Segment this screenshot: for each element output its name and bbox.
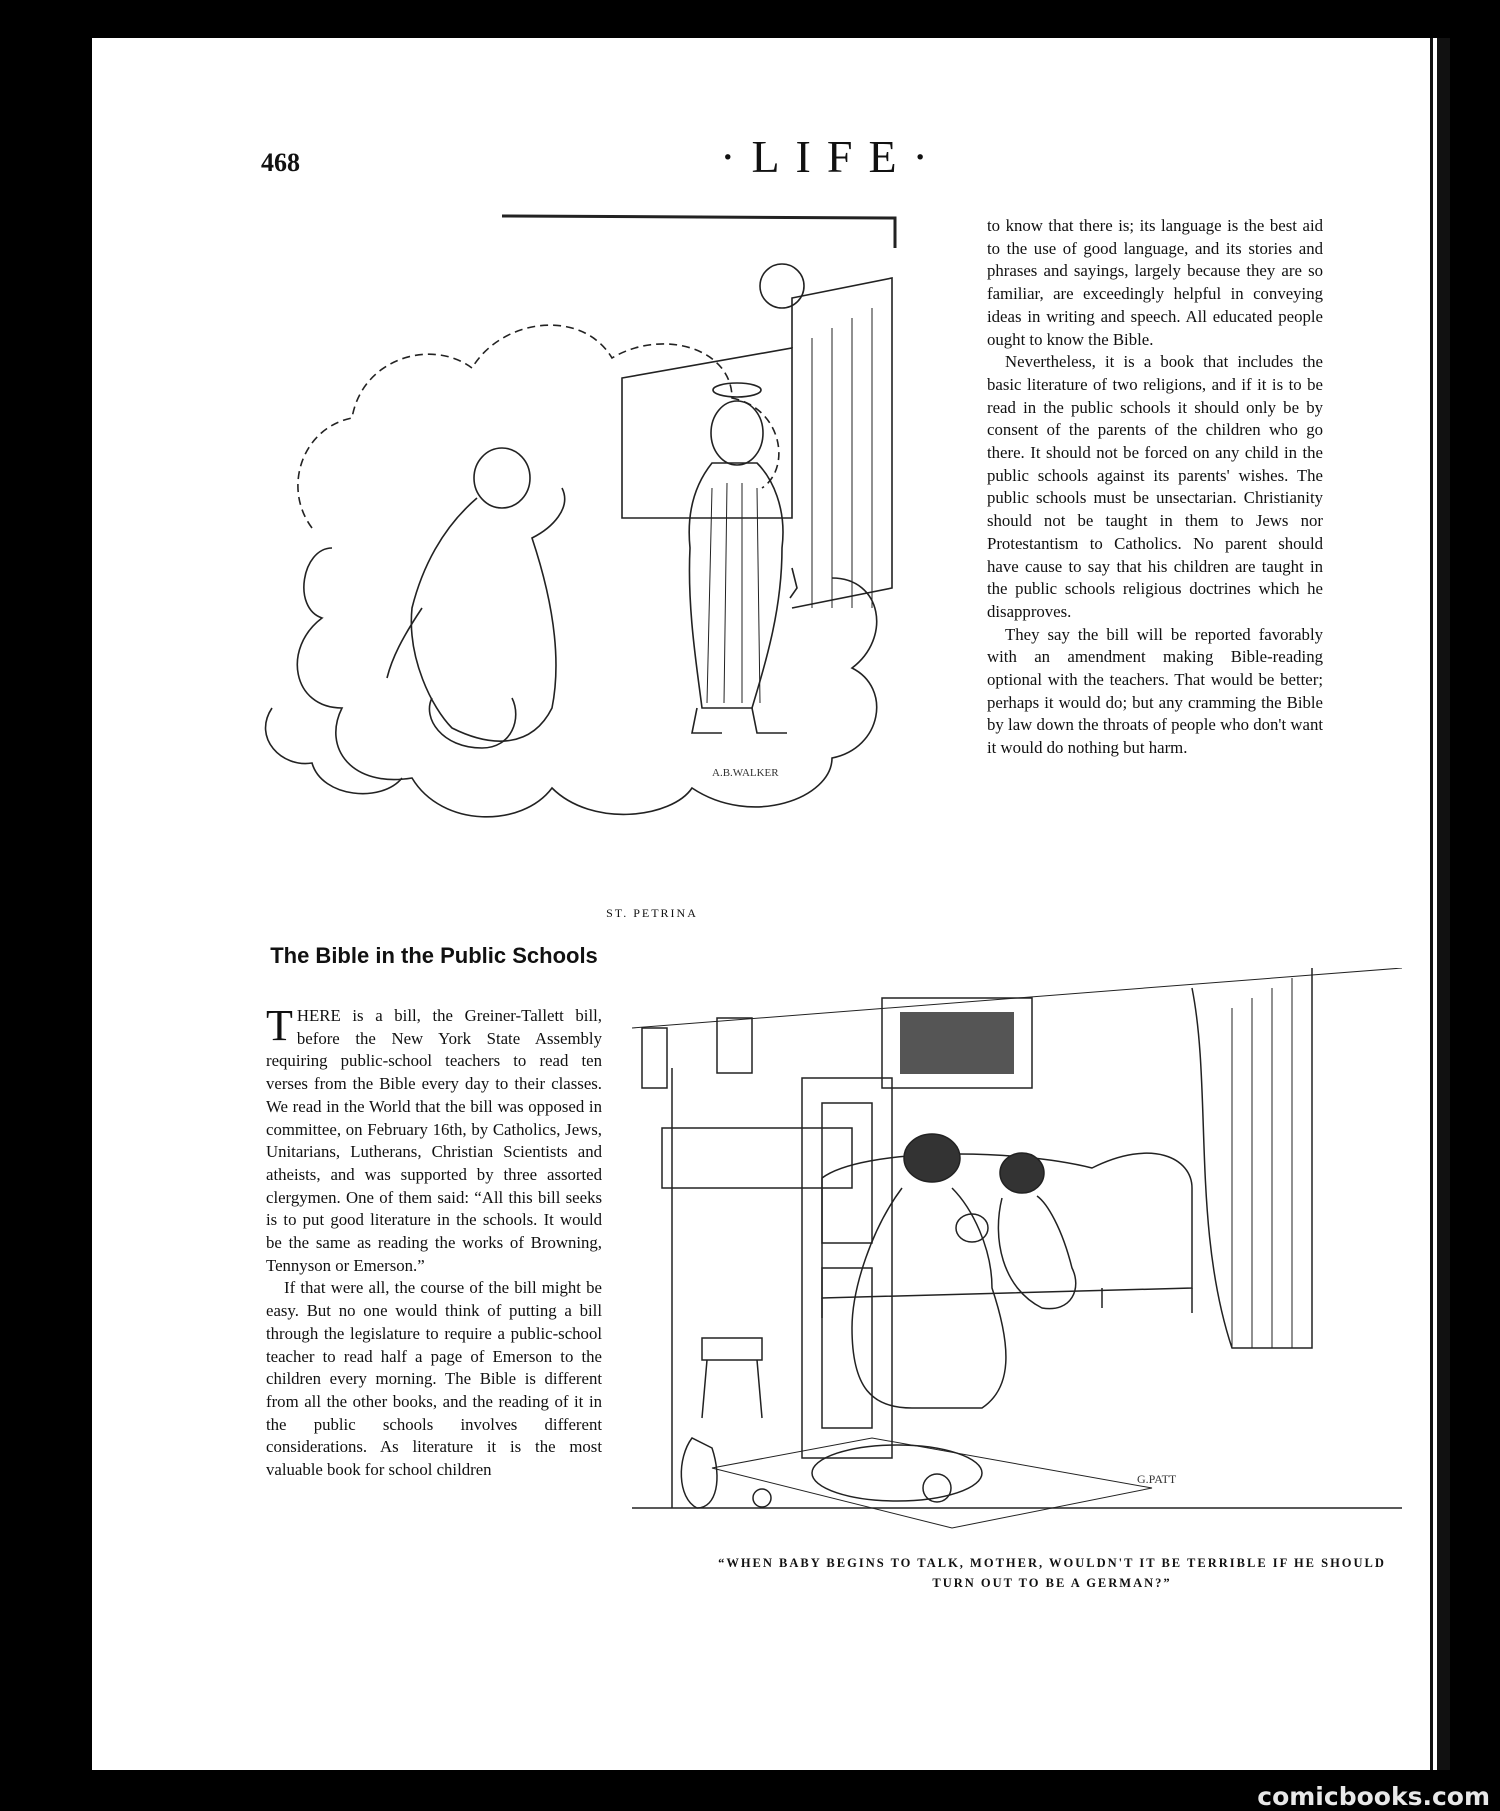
dropcap: T bbox=[266, 1001, 293, 1050]
magazine-page bbox=[92, 38, 1430, 1770]
illustration-1-caption: ST. PETRINA bbox=[606, 906, 698, 920]
article-title: The Bible in the Public Schools bbox=[270, 943, 598, 968]
illustration-2-signature: G.PATT bbox=[1137, 1472, 1177, 1486]
watermark: comicbooks.com bbox=[1257, 1782, 1490, 1811]
article-paragraph-text: HERE is a bill, the Greiner-Tallett bill, before the New York State Assembly requiring public-school teachers to read ten verses from the Bible every day to their classes. We read in the World that the bill was opposed in committee, on February 16th, by Catholics, Jews, Unitarians, Lutherans, Christian Scientists and atheists, and was supported by three assorted clergymen. One of them said: “All this bill seeks is to put good literature in the schools. It would be the same as reading the works of Browning, Tennyson or Emerson.” bbox=[266, 1006, 602, 1275]
illustration-st-petrina bbox=[192, 188, 932, 908]
page-edge bbox=[1430, 38, 1450, 1770]
illustration-2-caption: “WHEN BABY BEGINS TO TALK, MOTHER, WOULDN'T IT BE TERRIBLE IF HE SHOULD TURN OUT TO BE A GERMAN?” bbox=[718, 1556, 1386, 1590]
illustration-mother-and-child bbox=[632, 968, 1402, 1548]
article-left-column bbox=[266, 1001, 602, 1482]
article-right-column bbox=[987, 215, 1323, 760]
masthead: ·LIFE· bbox=[720, 131, 944, 182]
article-paragraph: They say the bill will be reported favorably with an amendment making Bible-reading optional with the teachers. That would be better; perhaps it would do; but any cramming the Bible by law down the throats of people who don't want it would do nothing but harm. bbox=[987, 624, 1323, 758]
illustration-1-signature: A.B.WALKER bbox=[712, 767, 779, 779]
article-paragraph: If that were all, the course of the bill might be easy. But no one would think of putting a bill through the legislature to require a public-school teacher to read half a page of Emerson to the children every morning. The Bible is different from all the other books, and the reading of it in the public schools involves different considerations. As literature it is the most valuable book for school children bbox=[266, 1278, 602, 1480]
article-paragraph: to know that there is; its language is the best aid to the use of good language, and its stories and phrases and sayings, largely because they are so familiar, are exceedingly helpful in conveying ideas in writing and speech. All educated people ought to know the Bible. bbox=[987, 216, 1323, 349]
page-number: 468 bbox=[261, 148, 300, 177]
article-paragraph: Nevertheless, it is a book that includes the basic literature of two religions, and if it is to be read in the public schools it should only be by consent of the parents of the children who go there. It should not be forced on any child in the public schools against its parents' wishes. The public schools must be unsectarian. Christianity should not be taught in them to Jews nor Protestantism to Catholics. No parent should have cause to say that his children are taught in the public schools religious doctrines which he disapproves. bbox=[987, 352, 1323, 621]
article-paragraph bbox=[266, 1001, 602, 1277]
